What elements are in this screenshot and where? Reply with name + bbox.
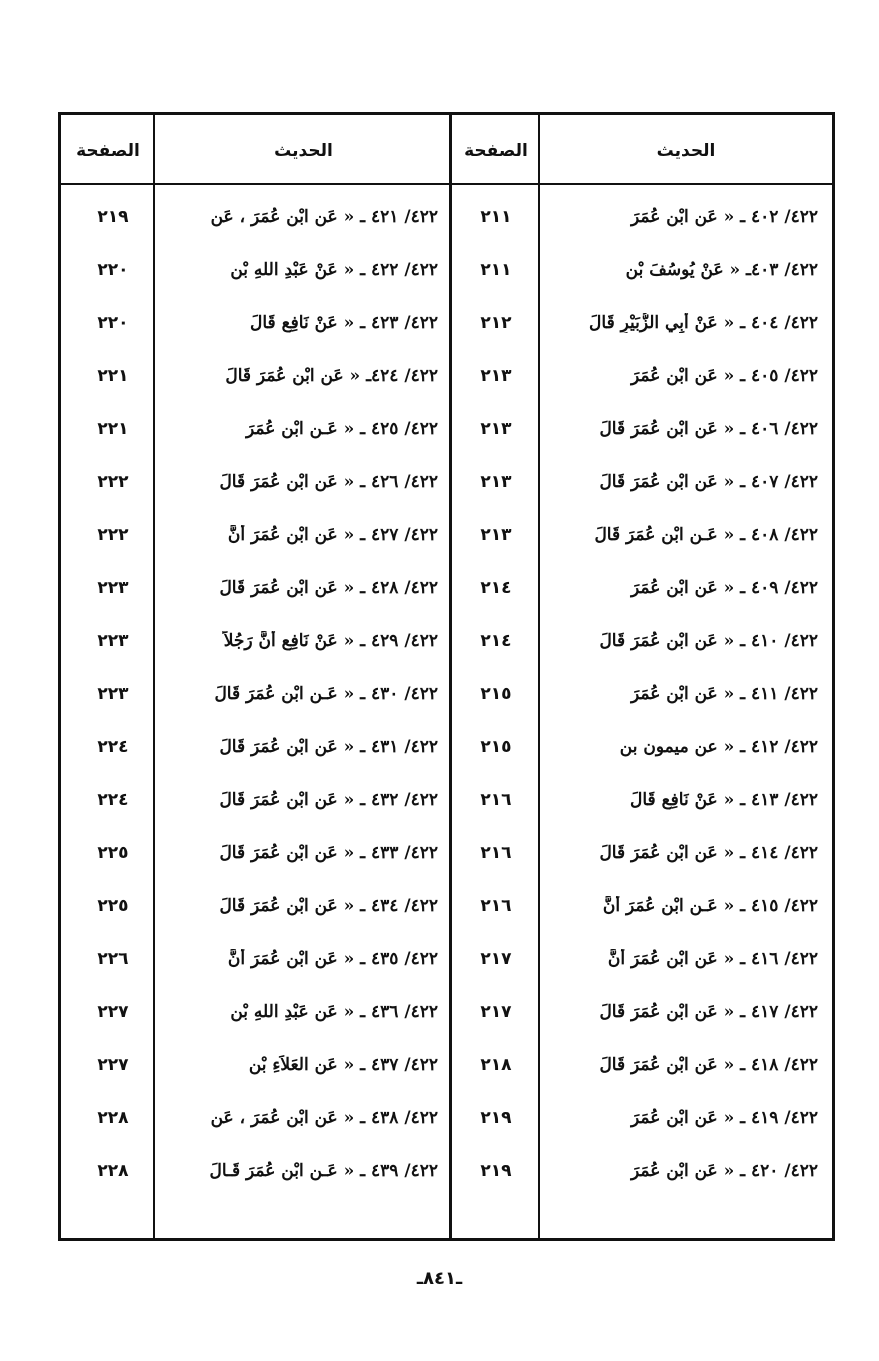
page-ref-left: ٢٢٠ xyxy=(97,312,129,333)
page-ref-left: ٢٢٢ xyxy=(97,471,129,492)
hadith-entry-left: ٤٢٢/ ٤٣٣ ـ « عَن ابْنِ عُمَرَ قَالَ xyxy=(219,842,438,863)
table-row xyxy=(61,508,832,561)
header-hadith-left: الحديث xyxy=(274,141,333,161)
table-row xyxy=(61,455,832,508)
page-ref-left: ٢٢٣ xyxy=(97,577,129,598)
page-ref-left: ٢٢٥ xyxy=(97,895,129,916)
hadith-entry-left: ٤٢٢/ ٤٣٧ ـ « عَن العَلاَءِ بْنِ xyxy=(248,1054,438,1075)
table-row xyxy=(61,1091,832,1144)
page-ref-left: ٢١٩ xyxy=(97,206,129,227)
hadith-entry-right: ٤٢٢/ ٤١٨ ـ « عَن ابْنِ عُمَرَ قَالَ xyxy=(599,1054,818,1075)
page-ref-left: ٢٢٨ xyxy=(97,1160,129,1181)
hadith-entry-right: ٤٢٢/ ٤١٧ ـ « عَن ابْنِ عُمَرَ قَالَ xyxy=(599,1001,818,1022)
header-hadith-right: الحديث xyxy=(656,141,716,161)
hadith-entry-left: ٤٢٢/ ٤٣٥ ـ « عَن ابْنِ عُمَرَ أَنَّ xyxy=(227,948,438,969)
page-ref-left: ٢٢٤ xyxy=(97,789,129,810)
page-ref-left: ٢٢١ xyxy=(97,365,129,386)
page-ref-right: ٢١٤ xyxy=(480,577,512,598)
table-row xyxy=(61,879,832,932)
page-ref-left: ٢٢٦ xyxy=(97,948,129,969)
header-page-left: الصفحة xyxy=(76,141,140,161)
hadith-entry-left: ٤٢٢/ ٤٢٨ ـ « عَن ابْنِ عُمَرَ قَالَ xyxy=(219,577,438,598)
hadith-entry-right: ٤٢٢/ ٤٠٦ ـ « عَن ابْنِ عُمَرَ قَالَ xyxy=(599,418,818,439)
table-row xyxy=(61,561,832,614)
hadith-entry-right: ٤٢٢/ ٤١٠ ـ « عَن ابْنِ عُمَرَ قَالَ xyxy=(599,630,818,651)
page-ref-right: ٢١٤ xyxy=(480,630,512,651)
page-ref-right: ٢١١ xyxy=(480,259,512,280)
table-row xyxy=(61,296,832,349)
hadith-entry-right: ٤٢٢/ ٤٠٧ ـ « عَن ابْنِ عُمَرَ قَالَ xyxy=(599,471,818,492)
page-ref-right: ٢١١ xyxy=(480,206,512,227)
hadith-entry-left: ٤٢٢/ ٤٢١ ـ « عَن ابْنِ عُمَرَ ، عَن xyxy=(210,206,438,227)
page-ref-left: ٢٢٣ xyxy=(97,683,129,704)
page-ref-right: ٢١٧ xyxy=(480,1001,512,1022)
hadith-entry-left: ٤٢٢/ ٤٢٩ ـ « عَنْ نَافِعٍ أَنَّ رَجُلاً xyxy=(223,630,438,651)
page-ref-left: ٢٢٣ xyxy=(97,630,129,651)
hadith-entry-left: ٤٢٢/ ٤٣٨ ـ « عَن ابْنِ عُمَرَ ، عَن xyxy=(210,1107,438,1128)
hadith-entry-right: ٤٢٢/ ٤٠٢ ـ « عَن ابْنِ عُمَرَ xyxy=(631,206,818,227)
page-ref-right: ٢١٥ xyxy=(480,683,512,704)
page-ref-right: ٢١٥ xyxy=(480,736,512,757)
hadith-entry-right: ٤٢٢/ ٤١١ ـ « عَن ابْنِ عُمَرَ xyxy=(631,683,818,704)
page-ref-left: ٢٢٨ xyxy=(97,1107,129,1128)
hadith-entry-left: ٤٢٢/ ٤٣٠ ـ « عَـن ابْنِ عُمَرَ قَالَ xyxy=(214,683,438,704)
page-ref-right: ٢١٦ xyxy=(480,789,512,810)
hadith-entry-right: ٤٢٢/ ٤١٤ ـ « عَن ابْنِ عُمَرَ قَالَ xyxy=(599,842,818,863)
table-row xyxy=(61,402,832,455)
hadith-entry-left: ٤٢٢/ ٤٣٩ ـ « عَـن ابْنِ عُمَرَ قَـالَ xyxy=(209,1160,438,1181)
hadith-entry-left: ٤٢٢/ ٤٢٣ ـ « عَنْ نَافِعٍ قَالَ xyxy=(250,312,438,333)
hadith-entry-right: ٤٢٢/ ٤١٢ ـ « عن ميمون بن xyxy=(619,736,818,757)
table-row xyxy=(61,243,832,296)
hadith-entry-left: ٤٢٢/ ٤٢٥ ـ « عَـن ابْنِ عُمَرَ xyxy=(246,418,438,439)
hadith-entry-right: ٤٢٢/ ٤٠٨ ـ « عَـن ابْنِ عُمَرَ قَالَ xyxy=(594,524,818,545)
hadith-entry-left: ٤٢٢/ ٤٢٦ ـ « عَن ابْنِ عُمَرَ قَالَ xyxy=(219,471,438,492)
hadith-entry-right: ٤٢٢/ ٤١٩ ـ « عَن ابْنِ عُمَرَ xyxy=(631,1107,818,1128)
page-number: ـ٨٤١ـ xyxy=(416,1268,463,1289)
table-row xyxy=(61,932,832,985)
hadith-entry-right: ٤٢٢/ ٤٠٥ ـ « عَن ابْنِ عُمَرَ xyxy=(631,365,818,386)
hadith-entry-left: ٤٢٢/ ٤٣٢ ـ « عَن ابْنِ عُمَرَ قَالَ xyxy=(219,789,438,810)
page-ref-left: ٢٢٢ xyxy=(97,524,129,545)
table-row xyxy=(61,614,832,667)
hadith-entry-right: ٤٢٢/ ٤١٥ ـ « عَـن ابْنِ عُمَرَ أَنَّ xyxy=(602,895,818,916)
table-row xyxy=(61,1038,832,1091)
hadith-entry-left: ٤٢٢/ ٤٣٤ ـ « عَن ابْنِ عُمَرَ قَالَ xyxy=(219,895,438,916)
hadith-entry-left: ٤٢٢/ ٤٢٤ـ « عَن ابْنِ عُمَرَ قَالَ xyxy=(225,365,438,386)
table-body xyxy=(61,190,832,1197)
table-row xyxy=(61,190,832,243)
hadith-entry-right: ٤٢٢/ ٤٠٣ـ « عَنْ يُوسُفَ بْنِ xyxy=(625,259,818,280)
hadith-entry-right: ٤٢٢/ ٤٠٩ ـ « عَن ابْنِ عُمَرَ xyxy=(631,577,818,598)
hadith-entry-right: ٤٢٢/ ٤١٦ ـ « عَن ابْنِ عُمَرَ أَنَّ xyxy=(607,948,818,969)
page-ref-right: ٢١٣ xyxy=(480,471,512,492)
header-page-right: الصفحة xyxy=(464,141,528,161)
table-row xyxy=(61,985,832,1038)
page-ref-right: ٢١٦ xyxy=(480,842,512,863)
table-row xyxy=(61,667,832,720)
page-ref-right: ٢١٣ xyxy=(480,418,512,439)
table-row xyxy=(61,1144,832,1197)
page-ref-left: ٢٢٧ xyxy=(97,1054,129,1075)
page-ref-right: ٢١٦ xyxy=(480,895,512,916)
page-ref-right: ٢١٩ xyxy=(480,1107,512,1128)
page-ref-right: ٢١٨ xyxy=(480,1054,512,1075)
page-ref-right: ٢١٣ xyxy=(480,524,512,545)
page-ref-left: ٢٢١ xyxy=(97,418,129,439)
page-ref-right: ٢١٢ xyxy=(480,312,512,333)
hadith-entry-right: ٤٢٢/ ٤١٣ ـ « عَنْ نَافِعٍ قَالَ xyxy=(630,789,818,810)
hadith-entry-left: ٤٢٢/ ٤٣١ ـ « عَن ابْنِ عُمَرَ قَالَ xyxy=(219,736,438,757)
table-row xyxy=(61,720,832,773)
hadith-entry-right: ٤٢٢/ ٤٢٠ ـ « عَن ابْنِ عُمَرَ xyxy=(631,1160,818,1181)
page-ref-left: ٢٢٠ xyxy=(97,259,129,280)
page-ref-right: ٢١٣ xyxy=(480,365,512,386)
page-ref-right: ٢١٩ xyxy=(480,1160,512,1181)
page-ref-left: ٢٢٤ xyxy=(97,736,129,757)
page-ref-left: ٢٢٥ xyxy=(97,842,129,863)
hadith-entry-left: ٤٢٢/ ٤٢٢ ـ « عَنْ عَبْدِ اللهِ بْنِ xyxy=(230,259,438,280)
hadith-index-table xyxy=(58,112,835,1241)
hadith-entry-left: ٤٢٢/ ٤٢٧ ـ « عَن ابْنِ عُمَرَ أَنَّ xyxy=(227,524,438,545)
table-row xyxy=(61,349,832,402)
table-row xyxy=(61,826,832,879)
page-ref-right: ٢١٧ xyxy=(480,948,512,969)
table-header xyxy=(61,115,832,185)
table-row xyxy=(61,773,832,826)
hadith-entry-right: ٤٢٢/ ٤٠٤ ـ « عَنْ أَبِي الزُّبَيْرِ قَالَ xyxy=(589,312,818,333)
hadith-entry-left: ٤٢٢/ ٤٣٦ ـ « عَن عَبْدِ اللهِ بْنِ xyxy=(230,1001,438,1022)
page-ref-left: ٢٢٧ xyxy=(97,1001,129,1022)
